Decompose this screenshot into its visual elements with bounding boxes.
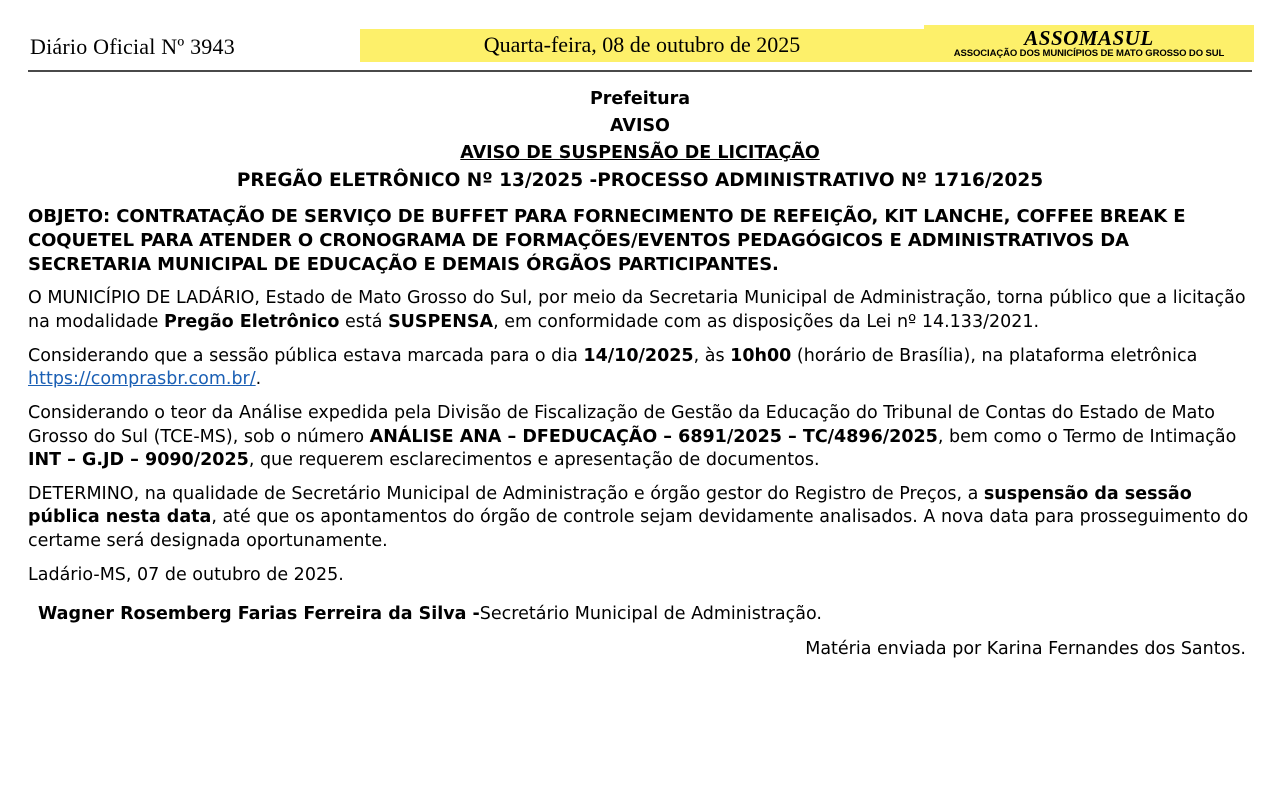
p1-text-c: está	[339, 311, 389, 332]
p3-text-d: , que requerem esclarecimentos e apresentação de documentos.	[248, 449, 820, 470]
sent-by-line: Matéria enviada por Karina Fernandes dos Santos.	[805, 639, 1246, 660]
paragraph-3	[28, 402, 1252, 472]
objeto-paragraph: OBJETO: CONTRATAÇÃO DE SERVIÇO DE BUFFET PARA FORNECIMENTO DE REFEIÇÃO, KIT LANCHE, COFFEE BREAK E COQUETEL PARA ATENDER O CRONOGRAMA DE FORMAÇÕES/EVENTOS PEDAGÓGICOS E ADMINISTRATIVOS DA SECRETARIA MUNICIPAL DE EDUCAÇÃO E DEMAIS ÓRGÃOS PARTICIPANTES.	[28, 206, 1186, 275]
notice-title: AVISO DE SUSPENSÃO DE LICITAÇÃO	[460, 143, 820, 164]
gazette-number: Diário Oficial Nº 3943	[30, 34, 235, 59]
paragraph-1	[28, 287, 1252, 334]
paragraph-2	[28, 345, 1252, 392]
p3-text-a: Considerando o teor da Análise expedida pela Divisão de Fiscalização de Gestão da Educação do Tribunal de Contas do Estado de Mato Grosso do Sul (TCE-MS), sob o número	[28, 403, 1215, 447]
p1-text-a: O MUNICÍPIO DE LADÁRIO, Estado de Mato Grosso do Sul, por meio da Secretaria Municipal de Administração, torna público que a licitação na modalidade	[28, 288, 1246, 332]
masthead	[26, 0, 1254, 62]
signatory-role: Secretário Municipal de Administração.	[479, 604, 822, 625]
process-line: PREGÃO ELETRÔNICO Nº 13/2025 -PROCESSO ADMINISTRATIVO Nº 1716/2025	[236, 170, 1044, 192]
p4-text-a: DETERMINO, na qualidade de Secretário Municipal de Administração e órgão gestor do Registro de Preços, a	[28, 484, 984, 505]
assomasul-name: ASSOMASUL	[1024, 25, 1154, 50]
paragraph-4	[28, 483, 1252, 553]
gazette-date: Quarta-feira, 08 de outubro de 2025	[360, 29, 924, 62]
assomasul-logo	[924, 25, 1254, 62]
p2-text-d: (horário de Brasília), na plataforma eletrônica	[791, 345, 1198, 366]
p3-text-c: , bem como o Termo de Intimação	[937, 426, 1237, 447]
p2-text-a: Considerando que a sessão pública estava marcada para o dia	[28, 345, 584, 366]
platform-link[interactable]: https://comprasbr.com.br/	[28, 369, 256, 390]
place-and-date: Ladário-MS, 07 de outubro de 2025.	[28, 564, 344, 585]
p2-bold-date: 14/10/2025	[583, 345, 694, 366]
p4-bold-suspensao: suspensão da sessão pública nesta data	[28, 484, 1192, 528]
p1-text-d: , em conformidade com as disposições da Lei nº 14.133/2021.	[493, 311, 1040, 332]
p2-text-e: .	[255, 369, 262, 390]
p2-text-c: , às	[693, 345, 731, 366]
p4-text-c: , até que os apontamentos do órgão de controle sejam devidamente analisados. A nova data para prosseguimento do certame será designada oportunamente.	[28, 507, 1249, 551]
signature-block	[28, 603, 1252, 626]
document-body	[26, 72, 1254, 662]
p1-bold-modalidade: Pregão Eletrônico	[163, 311, 340, 332]
notice-kind: AVISO	[610, 116, 670, 137]
entity-title: Prefeitura	[589, 89, 691, 109]
assomasul-subtitle: ASSOCIAÇÃO DOS MUNICÍPIOS DE MATO GROSSO DO SUL	[953, 47, 1225, 59]
p3-bold-analise: ANÁLISE ANA – DFEDUCAÇÃO – 6891/2025 – TC/4896/2025	[369, 426, 938, 447]
p2-bold-time: 10h00	[730, 345, 792, 366]
p3-bold-intimacao: INT – G.JD – 9090/2025	[28, 449, 249, 470]
signatory-name: Wagner Rosemberg Farias Ferreira da Silva -	[38, 604, 480, 625]
p1-bold-status: SUSPENSA	[388, 311, 494, 332]
